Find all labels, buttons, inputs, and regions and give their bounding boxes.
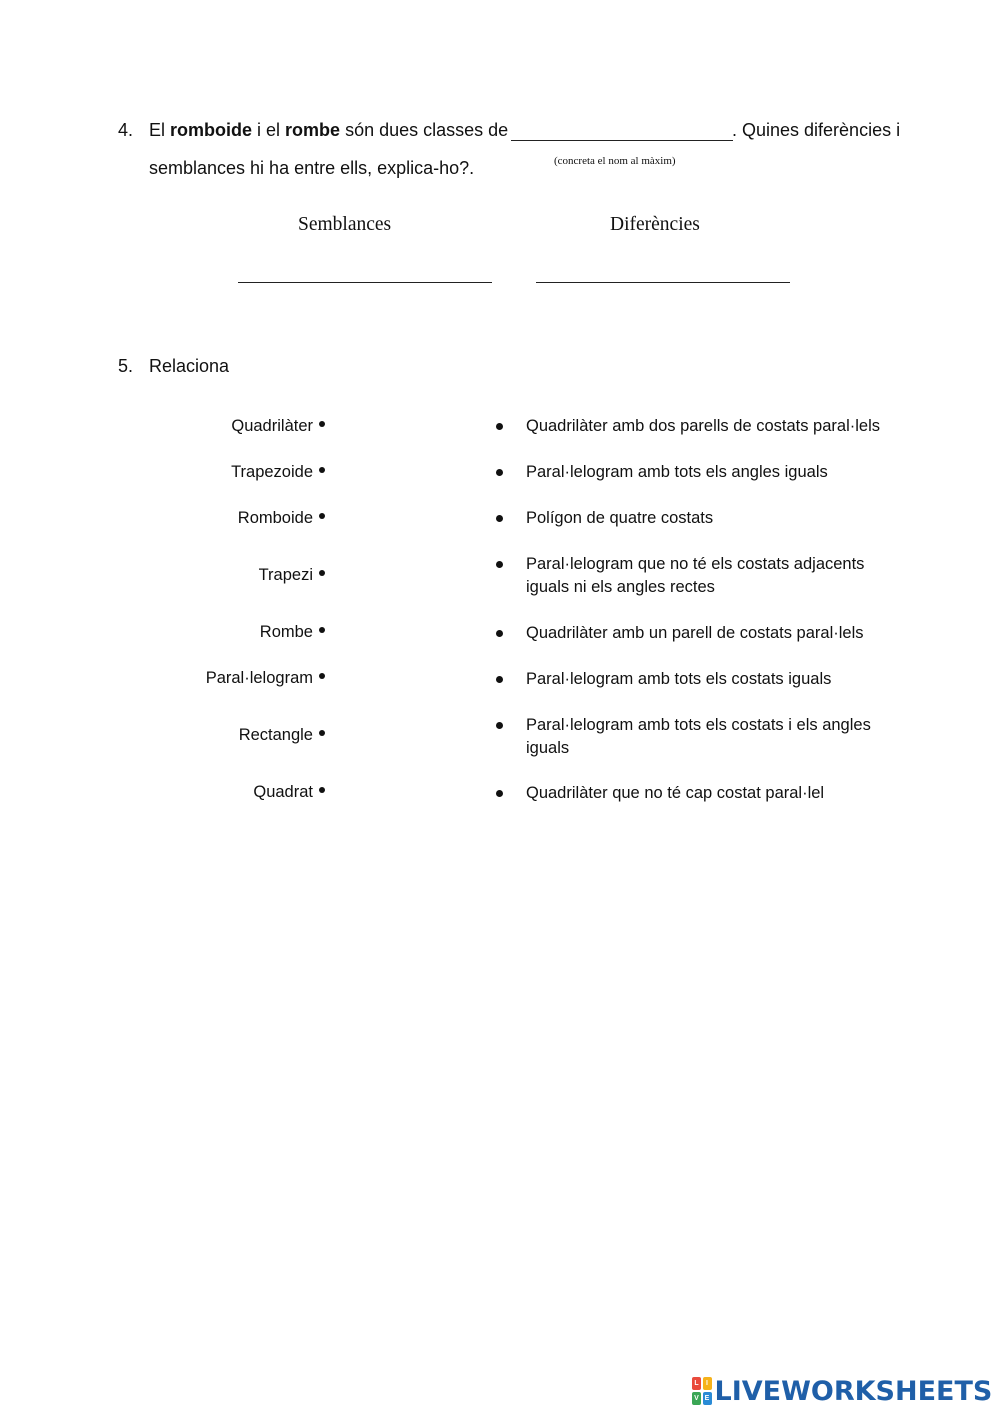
q4-text-mid: i el [252,120,286,140]
bullet-dot-icon[interactable] [496,423,503,430]
bullet-dot-icon[interactable] [319,513,325,519]
match-right-item: Paral·lelogram que no té els costats adjacents iguals ni els angles rectes [526,555,865,596]
q4-number: 4. [118,120,134,140]
liveworksheets-logo [692,1376,992,1406]
match-left-item[interactable] [206,667,325,689]
bullet-dot-icon[interactable] [496,790,503,797]
bullet-dot-icon[interactable] [496,676,503,683]
bullet-dot-icon[interactable] [319,421,325,427]
q4-col-diferencies-heading: Diferències [610,214,700,235]
match-right-item: Paral·lelogram amb tots els costats i els angles iguals [526,716,871,757]
logo-tile-v: V [692,1392,701,1405]
match-left-item[interactable] [231,461,325,483]
match-left-item[interactable] [253,781,325,803]
match-left-label: Rombe [259,623,313,641]
bullet-dot-icon[interactable] [496,722,503,729]
match-right-item: Quadrilàter amb un parell de costats paral·lels [526,624,864,642]
match-left-label: Romboide [237,509,313,527]
bullet-dot-icon[interactable] [319,467,325,473]
match-right-item: Polígon de quatre costats [526,509,714,527]
logo-tile-e: E [703,1392,712,1405]
bullet-dot-icon[interactable] [319,570,325,576]
logo-text: LIVEWORKSHEETS [714,1375,993,1407]
bullet-dot-icon[interactable] [496,469,503,476]
q4-semblances-input[interactable] [238,262,492,283]
q4-text-post: són dues classes de [340,120,509,140]
match-left-label: Trapezi [258,566,313,584]
q4-bold-rombe: rombe [285,120,341,140]
bullet-dot-icon[interactable] [496,515,503,522]
match-right-item: Paral·lelogram amb tots els angles iguals [526,463,828,481]
q4-hint: (concreta el nom al màxim) [554,155,676,167]
match-left-label: Paral·lelogram [205,669,313,687]
match-left-label: Quadrilàter [231,417,313,435]
match-right-item: Paral·lelogram amb tots els costats iguals [526,670,832,688]
bullet-dot-icon[interactable] [319,673,325,679]
match-left-label: Rectangle [238,726,313,744]
q5-number: 5. [118,356,134,376]
bullet-dot-icon[interactable] [319,627,325,633]
match-right-item: Quadrilàter que no té cap costat paral·lel [526,784,825,802]
logo-tile-i: I [703,1377,712,1390]
q4-diferencies-input[interactable] [536,262,790,283]
match-left-item[interactable] [259,564,325,586]
bullet-dot-icon[interactable] [496,630,503,637]
q4-bold-romboide: romboide [170,120,253,140]
match-left-label: Trapezoide [231,463,313,481]
q5-title: Relaciona [149,356,230,376]
match-right-item: Quadrilàter amb dos parells de costats paral·lels [526,417,881,435]
match-left-item[interactable] [239,724,325,746]
match-left-label: Quadrat [253,783,313,801]
bullet-dot-icon[interactable] [319,730,325,736]
bullet-dot-icon[interactable] [496,561,503,568]
match-left-item[interactable] [238,507,325,529]
q4-line1-end: . Quines diferències i [732,120,901,140]
logo-grid-icon [692,1377,712,1405]
q4-text-pre: El [149,120,171,140]
q4-col-semblances-heading: Semblances [298,214,392,235]
match-left-item[interactable] [260,621,325,643]
q4-class-answer-input[interactable] [511,120,733,141]
q4-line2: semblances hi ha entre ells, explica-ho?. [149,158,475,178]
match-left-item[interactable] [231,415,325,437]
logo-tile-l: L [692,1377,701,1390]
bullet-dot-icon[interactable] [319,787,325,793]
q4-line1 [149,118,508,142]
